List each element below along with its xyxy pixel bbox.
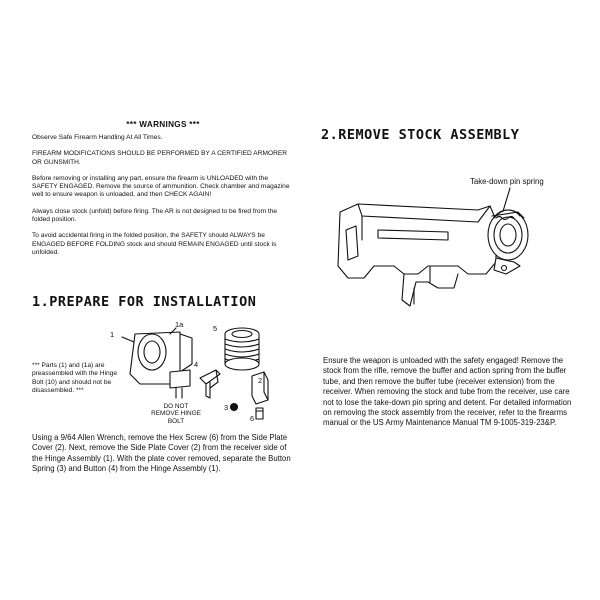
section2-body: Ensure the weapon is unloaded with the safety engaged! Remove the stock from the rifle, remove the buffer and action spring from the buffer tube, and then remove the buffer tube (receiver extension) from the receiver. When removing the stock and tube from the receiver, use care not to lose the take-down pin spring and detent. For detailed information on removing the stock assembly from the receiver, refer to the firearms manual or the US Army Maintenance Manual TM 9-1005-319-23&P. — [323, 356, 572, 428]
hex-screw-drawing — [256, 408, 263, 419]
section1-body: Using a 9/64 Allen Wrench, remove the Hex Screw (6) from the Side Plate Cover (2). Next, remove the Side Plate Cover (2) from the receiver side of the Hinge Assembly (1). With the plate cover removed, separate the Button Spring (3) and Button (4) from the Hinge Assembly (1). — [32, 433, 291, 474]
section1-title: 1.PREPARE FOR INSTALLATION — [32, 294, 257, 310]
callout-5: 5 — [213, 324, 218, 333]
hinge-assembly-drawing — [130, 332, 192, 398]
take-down-pin-label: Take-down pin spring — [470, 177, 544, 186]
callout-6: 6 — [250, 414, 255, 423]
callout-4: 4 — [194, 360, 199, 369]
callout-1a: 1a — [175, 320, 184, 329]
warning-paragraph: To avoid accidental firing in the folded position, the SAFETY should ALWAYS be ENGAGED BEFORE FOLDING stock and should REMAIN ENGAGED until stock is unfolded. — [32, 232, 277, 256]
warnings-title: *** WARNINGS *** — [126, 120, 200, 129]
button-spring-drawing — [225, 328, 259, 370]
warnings-block — [32, 120, 294, 265]
warning-paragraph: FIREARM MODIFICATIONS SHOULD BE PERFORMED BY A CERTIFIED ARMORER OR GUNSMITH. — [32, 150, 287, 166]
lower-receiver-drawing — [338, 204, 528, 306]
callout-3: 3 — [224, 403, 229, 412]
callout-leader — [122, 337, 134, 342]
callout-2: 2 — [258, 376, 263, 385]
preassembled-note: *** Parts (1) and (1a) are preassembled with the Hinge Bolt (10) and should not be disassembled. *** — [32, 362, 118, 394]
section2-title: 2.REMOVE STOCK ASSEMBLY — [321, 127, 520, 143]
lower-receiver-diagram — [318, 170, 578, 340]
warning-paragraph: Always close stock (unfold) before firing. The AR is not designed to be fired from the folded position. — [32, 207, 278, 224]
do-not-remove-label: DO NOT REMOVE HINGE BOLT — [151, 403, 201, 425]
warning-paragraph: Observe Safe Firearm Handling At All Times. — [32, 134, 163, 141]
button-drawing — [200, 370, 220, 398]
callout-1: 1 — [110, 330, 115, 339]
warning-paragraph: Before removing or installing any part, ensure the firearm is UNLOADED with the SAFETY ENGAGED. Remove the source of ammunition. Check chamber and magazine well to ensure weapon is unloaded, and then CHECK AGAIN! — [32, 174, 290, 199]
screw-drawing — [231, 404, 238, 411]
